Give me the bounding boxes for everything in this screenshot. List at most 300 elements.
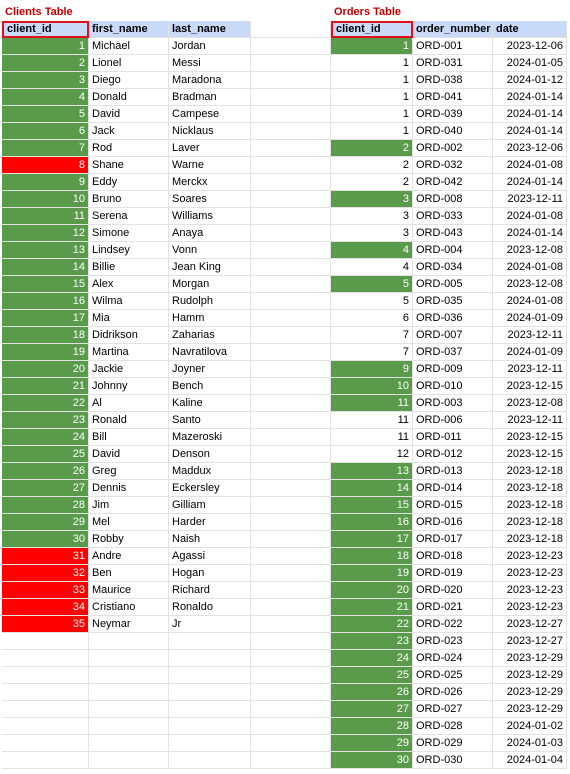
client-last-name-cell[interactable]: Messi	[169, 55, 251, 72]
order-number-cell[interactable]: ORD-017	[413, 531, 493, 548]
order-number-cell[interactable]: ORD-038	[413, 72, 493, 89]
client-id-cell[interactable]: 35	[2, 616, 89, 633]
empty-cell[interactable]	[251, 378, 331, 395]
client-first-name-cell[interactable]: Neymar	[89, 616, 169, 633]
client-id-cell[interactable]: 24	[2, 429, 89, 446]
empty-cell[interactable]	[251, 514, 331, 531]
order-client-id-cell[interactable]: 1	[331, 123, 413, 140]
empty-cell[interactable]	[89, 701, 169, 718]
order-number-cell[interactable]: ORD-039	[413, 106, 493, 123]
order-date-cell[interactable]: 2023-12-18	[493, 463, 567, 480]
order-client-id-cell[interactable]: 22	[331, 616, 413, 633]
client-first-name-cell[interactable]: Maurice	[89, 582, 169, 599]
order-date-cell[interactable]: 2023-12-29	[493, 650, 567, 667]
client-last-name-cell[interactable]: Joyner	[169, 361, 251, 378]
order-client-id-cell[interactable]: 7	[331, 327, 413, 344]
order-client-id-cell[interactable]: 1	[331, 55, 413, 72]
client-first-name-cell[interactable]: Alex	[89, 276, 169, 293]
client-last-name-cell[interactable]: Mazeroski	[169, 429, 251, 446]
order-client-id-cell[interactable]: 17	[331, 531, 413, 548]
order-date-cell[interactable]: 2024-01-14	[493, 89, 567, 106]
order-number-cell[interactable]: ORD-027	[413, 701, 493, 718]
empty-cell[interactable]	[251, 429, 331, 446]
empty-cell[interactable]	[251, 208, 331, 225]
empty-cell[interactable]	[251, 684, 331, 701]
order-date-cell[interactable]: 2023-12-18	[493, 480, 567, 497]
order-number-cell[interactable]: ORD-026	[413, 684, 493, 701]
order-client-id-cell[interactable]: 14	[331, 480, 413, 497]
client-last-name-cell[interactable]: Morgan	[169, 276, 251, 293]
empty-cell[interactable]	[2, 650, 89, 667]
empty-cell[interactable]	[251, 497, 331, 514]
client-last-name-cell[interactable]: Jr	[169, 616, 251, 633]
order-number-cell[interactable]: ORD-031	[413, 55, 493, 72]
client-id-cell[interactable]: 14	[2, 259, 89, 276]
client-last-name-cell[interactable]: Gilliam	[169, 497, 251, 514]
client-first-name-cell[interactable]: Lindsey	[89, 242, 169, 259]
order-number-cell[interactable]: ORD-033	[413, 208, 493, 225]
empty-cell[interactable]	[251, 616, 331, 633]
empty-cell[interactable]	[251, 667, 331, 684]
client-first-name-cell[interactable]: Jackie	[89, 361, 169, 378]
client-id-cell[interactable]: 20	[2, 361, 89, 378]
order-date-cell[interactable]: 2023-12-18	[493, 514, 567, 531]
client-first-name-cell[interactable]: Andre	[89, 548, 169, 565]
order-date-cell[interactable]: 2023-12-18	[493, 497, 567, 514]
empty-cell[interactable]	[89, 684, 169, 701]
empty-cell[interactable]	[251, 752, 331, 769]
client-last-name-cell[interactable]: Campese	[169, 106, 251, 123]
client-last-name-cell[interactable]: Jean King	[169, 259, 251, 276]
client-id-cell[interactable]: 25	[2, 446, 89, 463]
client-id-cell[interactable]: 1	[2, 38, 89, 55]
empty-cell[interactable]	[89, 735, 169, 752]
order-client-id-cell[interactable]: 2	[331, 174, 413, 191]
empty-cell[interactable]	[251, 310, 331, 327]
empty-cell[interactable]	[251, 565, 331, 582]
client-last-name-cell[interactable]: Kaline	[169, 395, 251, 412]
order-client-id-cell[interactable]: 11	[331, 412, 413, 429]
order-date-cell[interactable]: 2023-12-11	[493, 327, 567, 344]
order-client-id-cell[interactable]: 28	[331, 718, 413, 735]
order-client-id-cell[interactable]: 19	[331, 565, 413, 582]
order-client-id-cell[interactable]: 3	[331, 208, 413, 225]
client-id-cell[interactable]: 11	[2, 208, 89, 225]
order-client-id-cell[interactable]: 12	[331, 446, 413, 463]
order-date-cell[interactable]: 2023-12-06	[493, 38, 567, 55]
client-first-name-cell[interactable]: Diego	[89, 72, 169, 89]
order-number-cell[interactable]: ORD-003	[413, 395, 493, 412]
client-first-name-cell[interactable]: Rod	[89, 140, 169, 157]
orders-header-date[interactable]: date	[493, 21, 567, 38]
order-date-cell[interactable]: 2024-01-08	[493, 259, 567, 276]
order-date-cell[interactable]: 2023-12-08	[493, 395, 567, 412]
empty-cell[interactable]	[251, 21, 331, 38]
order-number-cell[interactable]: ORD-009	[413, 361, 493, 378]
empty-cell[interactable]	[2, 718, 89, 735]
order-number-cell[interactable]: ORD-007	[413, 327, 493, 344]
order-date-cell[interactable]: 2023-12-18	[493, 531, 567, 548]
order-client-id-cell[interactable]: 18	[331, 548, 413, 565]
order-date-cell[interactable]: 2024-01-14	[493, 225, 567, 242]
empty-cell[interactable]	[251, 140, 331, 157]
order-date-cell[interactable]: 2024-01-09	[493, 310, 567, 327]
empty-cell[interactable]	[251, 599, 331, 616]
client-id-cell[interactable]: 32	[2, 565, 89, 582]
order-number-cell[interactable]: ORD-006	[413, 412, 493, 429]
empty-cell[interactable]	[251, 174, 331, 191]
order-number-cell[interactable]: ORD-041	[413, 89, 493, 106]
client-first-name-cell[interactable]: Johnny	[89, 378, 169, 395]
empty-cell[interactable]	[251, 582, 331, 599]
order-date-cell[interactable]: 2023-12-06	[493, 140, 567, 157]
client-first-name-cell[interactable]: David	[89, 106, 169, 123]
client-id-cell[interactable]: 6	[2, 123, 89, 140]
order-date-cell[interactable]: 2024-01-09	[493, 344, 567, 361]
client-id-cell[interactable]: 13	[2, 242, 89, 259]
client-last-name-cell[interactable]: Soares	[169, 191, 251, 208]
order-client-id-cell[interactable]: 1	[331, 89, 413, 106]
client-last-name-cell[interactable]: Naish	[169, 531, 251, 548]
empty-cell[interactable]	[251, 344, 331, 361]
client-first-name-cell[interactable]: Al	[89, 395, 169, 412]
client-id-cell[interactable]: 29	[2, 514, 89, 531]
order-client-id-cell[interactable]: 9	[331, 361, 413, 378]
empty-cell[interactable]	[89, 752, 169, 769]
order-date-cell[interactable]: 2024-01-14	[493, 174, 567, 191]
client-last-name-cell[interactable]: Anaya	[169, 225, 251, 242]
empty-cell[interactable]	[251, 446, 331, 463]
client-last-name-cell[interactable]: Vonn	[169, 242, 251, 259]
client-id-cell[interactable]: 16	[2, 293, 89, 310]
order-date-cell[interactable]: 2023-12-23	[493, 565, 567, 582]
client-first-name-cell[interactable]: Jack	[89, 123, 169, 140]
client-last-name-cell[interactable]: Navratilova	[169, 344, 251, 361]
empty-cell[interactable]	[251, 276, 331, 293]
empty-cell[interactable]	[169, 650, 251, 667]
client-id-cell[interactable]: 23	[2, 412, 89, 429]
client-last-name-cell[interactable]: Zaharias	[169, 327, 251, 344]
order-number-cell[interactable]: ORD-010	[413, 378, 493, 395]
empty-cell[interactable]	[2, 684, 89, 701]
empty-cell[interactable]	[251, 191, 331, 208]
order-client-id-cell[interactable]: 2	[331, 157, 413, 174]
order-number-cell[interactable]: ORD-029	[413, 735, 493, 752]
order-number-cell[interactable]: ORD-034	[413, 259, 493, 276]
order-number-cell[interactable]: ORD-022	[413, 616, 493, 633]
order-client-id-cell[interactable]: 20	[331, 582, 413, 599]
order-client-id-cell[interactable]: 4	[331, 259, 413, 276]
client-last-name-cell[interactable]: Ronaldo	[169, 599, 251, 616]
order-date-cell[interactable]: 2024-01-02	[493, 718, 567, 735]
empty-cell[interactable]	[169, 684, 251, 701]
order-client-id-cell[interactable]: 27	[331, 701, 413, 718]
client-id-cell[interactable]: 22	[2, 395, 89, 412]
empty-cell[interactable]	[251, 735, 331, 752]
order-date-cell[interactable]: 2024-01-05	[493, 55, 567, 72]
order-date-cell[interactable]: 2024-01-08	[493, 208, 567, 225]
order-number-cell[interactable]: ORD-014	[413, 480, 493, 497]
empty-cell[interactable]	[251, 633, 331, 650]
empty-cell[interactable]	[251, 480, 331, 497]
order-number-cell[interactable]: ORD-008	[413, 191, 493, 208]
client-first-name-cell[interactable]: Mia	[89, 310, 169, 327]
order-number-cell[interactable]: ORD-012	[413, 446, 493, 463]
client-last-name-cell[interactable]: Maddux	[169, 463, 251, 480]
order-client-id-cell[interactable]: 26	[331, 684, 413, 701]
order-client-id-cell[interactable]: 23	[331, 633, 413, 650]
order-date-cell[interactable]: 2023-12-11	[493, 412, 567, 429]
client-first-name-cell[interactable]: Michael	[89, 38, 169, 55]
order-client-id-cell[interactable]: 29	[331, 735, 413, 752]
order-date-cell[interactable]: 2023-12-15	[493, 446, 567, 463]
order-client-id-cell[interactable]: 30	[331, 752, 413, 769]
order-date-cell[interactable]: 2024-01-03	[493, 735, 567, 752]
client-last-name-cell[interactable]: Bradman	[169, 89, 251, 106]
client-last-name-cell[interactable]: Eckersley	[169, 480, 251, 497]
client-first-name-cell[interactable]: Robby	[89, 531, 169, 548]
client-first-name-cell[interactable]: Ronald	[89, 412, 169, 429]
empty-cell[interactable]	[251, 259, 331, 276]
empty-cell[interactable]	[2, 735, 89, 752]
order-number-cell[interactable]: ORD-028	[413, 718, 493, 735]
order-client-id-cell[interactable]: 1	[331, 72, 413, 89]
client-first-name-cell[interactable]: Bruno	[89, 191, 169, 208]
client-last-name-cell[interactable]: Williams	[169, 208, 251, 225]
clients-header-client-id[interactable]: client_id	[2, 21, 89, 38]
client-last-name-cell[interactable]: Laver	[169, 140, 251, 157]
order-date-cell[interactable]: 2023-12-27	[493, 616, 567, 633]
order-date-cell[interactable]: 2023-12-29	[493, 701, 567, 718]
order-date-cell[interactable]: 2024-01-08	[493, 293, 567, 310]
order-date-cell[interactable]: 2023-12-08	[493, 276, 567, 293]
order-client-id-cell[interactable]: 13	[331, 463, 413, 480]
client-id-cell[interactable]: 3	[2, 72, 89, 89]
empty-cell[interactable]	[251, 123, 331, 140]
order-number-cell[interactable]: ORD-019	[413, 565, 493, 582]
client-id-cell[interactable]: 2	[2, 55, 89, 72]
empty-cell[interactable]	[169, 633, 251, 650]
client-id-cell[interactable]: 33	[2, 582, 89, 599]
client-last-name-cell[interactable]: Maradona	[169, 72, 251, 89]
order-date-cell[interactable]: 2023-12-29	[493, 667, 567, 684]
empty-cell[interactable]	[169, 718, 251, 735]
order-client-id-cell[interactable]: 2	[331, 140, 413, 157]
empty-cell[interactable]	[89, 667, 169, 684]
order-client-id-cell[interactable]: 25	[331, 667, 413, 684]
clients-header-first-name[interactable]: first_name	[89, 21, 169, 38]
client-first-name-cell[interactable]: Lionel	[89, 55, 169, 72]
client-last-name-cell[interactable]: Hamm	[169, 310, 251, 327]
client-id-cell[interactable]: 28	[2, 497, 89, 514]
empty-cell[interactable]	[2, 667, 89, 684]
client-id-cell[interactable]: 27	[2, 480, 89, 497]
empty-cell[interactable]	[2, 752, 89, 769]
empty-cell[interactable]	[169, 701, 251, 718]
empty-cell[interactable]	[251, 38, 331, 55]
order-number-cell[interactable]: ORD-021	[413, 599, 493, 616]
client-first-name-cell[interactable]: Eddy	[89, 174, 169, 191]
client-id-cell[interactable]: 12	[2, 225, 89, 242]
order-client-id-cell[interactable]: 24	[331, 650, 413, 667]
client-last-name-cell[interactable]: Warne	[169, 157, 251, 174]
client-last-name-cell[interactable]: Bench	[169, 378, 251, 395]
order-date-cell[interactable]: 2023-12-23	[493, 599, 567, 616]
order-number-cell[interactable]: ORD-001	[413, 38, 493, 55]
client-first-name-cell[interactable]: Mel	[89, 514, 169, 531]
order-client-id-cell[interactable]: 1	[331, 38, 413, 55]
client-id-cell[interactable]: 18	[2, 327, 89, 344]
client-last-name-cell[interactable]: Harder	[169, 514, 251, 531]
empty-cell[interactable]	[251, 412, 331, 429]
client-first-name-cell[interactable]: Cristiano	[89, 599, 169, 616]
client-id-cell[interactable]: 19	[2, 344, 89, 361]
client-id-cell[interactable]: 10	[2, 191, 89, 208]
client-first-name-cell[interactable]: Ben	[89, 565, 169, 582]
order-client-id-cell[interactable]: 15	[331, 497, 413, 514]
client-id-cell[interactable]: 15	[2, 276, 89, 293]
order-number-cell[interactable]: ORD-025	[413, 667, 493, 684]
order-client-id-cell[interactable]: 1	[331, 106, 413, 123]
empty-cell[interactable]	[251, 242, 331, 259]
empty-cell[interactable]	[169, 735, 251, 752]
client-first-name-cell[interactable]: Martina	[89, 344, 169, 361]
order-client-id-cell[interactable]: 3	[331, 225, 413, 242]
order-number-cell[interactable]: ORD-004	[413, 242, 493, 259]
empty-cell[interactable]	[251, 548, 331, 565]
empty-cell[interactable]	[251, 395, 331, 412]
client-last-name-cell[interactable]: Hogan	[169, 565, 251, 582]
empty-cell[interactable]	[89, 718, 169, 735]
order-number-cell[interactable]: ORD-024	[413, 650, 493, 667]
order-number-cell[interactable]: ORD-043	[413, 225, 493, 242]
clients-header-last-name[interactable]: last_name	[169, 21, 251, 38]
empty-cell[interactable]	[251, 718, 331, 735]
client-first-name-cell[interactable]: Dennis	[89, 480, 169, 497]
orders-header-order-number[interactable]: order_number	[413, 21, 493, 38]
client-first-name-cell[interactable]: David	[89, 446, 169, 463]
client-last-name-cell[interactable]: Santo	[169, 412, 251, 429]
order-date-cell[interactable]: 2023-12-11	[493, 191, 567, 208]
client-last-name-cell[interactable]: Rudolph	[169, 293, 251, 310]
client-id-cell[interactable]: 7	[2, 140, 89, 157]
order-client-id-cell[interactable]: 5	[331, 293, 413, 310]
empty-cell[interactable]	[89, 633, 169, 650]
order-number-cell[interactable]: ORD-032	[413, 157, 493, 174]
order-date-cell[interactable]: 2023-12-29	[493, 684, 567, 701]
client-id-cell[interactable]: 30	[2, 531, 89, 548]
empty-cell[interactable]	[251, 293, 331, 310]
empty-cell[interactable]	[251, 72, 331, 89]
client-first-name-cell[interactable]: Shane	[89, 157, 169, 174]
order-number-cell[interactable]: ORD-013	[413, 463, 493, 480]
order-number-cell[interactable]: ORD-015	[413, 497, 493, 514]
order-date-cell[interactable]: 2023-12-15	[493, 429, 567, 446]
client-id-cell[interactable]: 9	[2, 174, 89, 191]
order-date-cell[interactable]: 2023-12-23	[493, 548, 567, 565]
empty-cell[interactable]	[251, 89, 331, 106]
order-client-id-cell[interactable]: 5	[331, 276, 413, 293]
order-number-cell[interactable]: ORD-002	[413, 140, 493, 157]
order-date-cell[interactable]: 2023-12-27	[493, 633, 567, 650]
empty-cell[interactable]	[251, 361, 331, 378]
order-date-cell[interactable]: 2024-01-12	[493, 72, 567, 89]
order-number-cell[interactable]: ORD-016	[413, 514, 493, 531]
orders-header-client-id[interactable]: client_id	[331, 21, 413, 38]
empty-cell[interactable]	[251, 157, 331, 174]
empty-cell[interactable]	[251, 106, 331, 123]
empty-cell[interactable]	[169, 752, 251, 769]
order-client-id-cell[interactable]: 16	[331, 514, 413, 531]
client-first-name-cell[interactable]: Didrikson	[89, 327, 169, 344]
order-number-cell[interactable]: ORD-042	[413, 174, 493, 191]
empty-cell[interactable]	[251, 225, 331, 242]
order-number-cell[interactable]: ORD-030	[413, 752, 493, 769]
order-date-cell[interactable]: 2024-01-14	[493, 123, 567, 140]
order-date-cell[interactable]: 2023-12-23	[493, 582, 567, 599]
client-last-name-cell[interactable]: Nicklaus	[169, 123, 251, 140]
order-date-cell[interactable]: 2024-01-04	[493, 752, 567, 769]
client-last-name-cell[interactable]: Merckx	[169, 174, 251, 191]
order-client-id-cell[interactable]: 11	[331, 429, 413, 446]
order-date-cell[interactable]: 2024-01-08	[493, 157, 567, 174]
client-first-name-cell[interactable]: Greg	[89, 463, 169, 480]
order-date-cell[interactable]: 2024-01-14	[493, 106, 567, 123]
order-client-id-cell[interactable]: 11	[331, 395, 413, 412]
order-client-id-cell[interactable]: 6	[331, 310, 413, 327]
client-id-cell[interactable]: 4	[2, 89, 89, 106]
order-client-id-cell[interactable]: 3	[331, 191, 413, 208]
client-id-cell[interactable]: 8	[2, 157, 89, 174]
empty-cell[interactable]	[169, 667, 251, 684]
order-number-cell[interactable]: ORD-011	[413, 429, 493, 446]
empty-cell[interactable]	[251, 650, 331, 667]
order-number-cell[interactable]: ORD-020	[413, 582, 493, 599]
empty-cell[interactable]	[251, 55, 331, 72]
empty-cell[interactable]	[2, 633, 89, 650]
order-client-id-cell[interactable]: 7	[331, 344, 413, 361]
order-client-id-cell[interactable]: 21	[331, 599, 413, 616]
order-date-cell[interactable]: 2023-12-15	[493, 378, 567, 395]
empty-cell[interactable]	[251, 463, 331, 480]
empty-cell[interactable]	[2, 701, 89, 718]
client-id-cell[interactable]: 34	[2, 599, 89, 616]
client-last-name-cell[interactable]: Denson	[169, 446, 251, 463]
client-id-cell[interactable]: 26	[2, 463, 89, 480]
order-number-cell[interactable]: ORD-040	[413, 123, 493, 140]
order-number-cell[interactable]: ORD-037	[413, 344, 493, 361]
client-first-name-cell[interactable]: Simone	[89, 225, 169, 242]
order-number-cell[interactable]: ORD-018	[413, 548, 493, 565]
client-last-name-cell[interactable]: Richard	[169, 582, 251, 599]
client-id-cell[interactable]: 17	[2, 310, 89, 327]
order-client-id-cell[interactable]: 10	[331, 378, 413, 395]
empty-cell[interactable]	[251, 327, 331, 344]
client-first-name-cell[interactable]: Jim	[89, 497, 169, 514]
order-number-cell[interactable]: ORD-023	[413, 633, 493, 650]
order-date-cell[interactable]: 2023-12-08	[493, 242, 567, 259]
client-first-name-cell[interactable]: Serena	[89, 208, 169, 225]
order-number-cell[interactable]: ORD-005	[413, 276, 493, 293]
client-id-cell[interactable]: 5	[2, 106, 89, 123]
client-id-cell[interactable]: 31	[2, 548, 89, 565]
client-first-name-cell[interactable]: Bill	[89, 429, 169, 446]
client-first-name-cell[interactable]: Billie	[89, 259, 169, 276]
client-id-cell[interactable]: 21	[2, 378, 89, 395]
empty-cell[interactable]	[251, 531, 331, 548]
client-last-name-cell[interactable]: Jordan	[169, 38, 251, 55]
order-number-cell[interactable]: ORD-036	[413, 310, 493, 327]
